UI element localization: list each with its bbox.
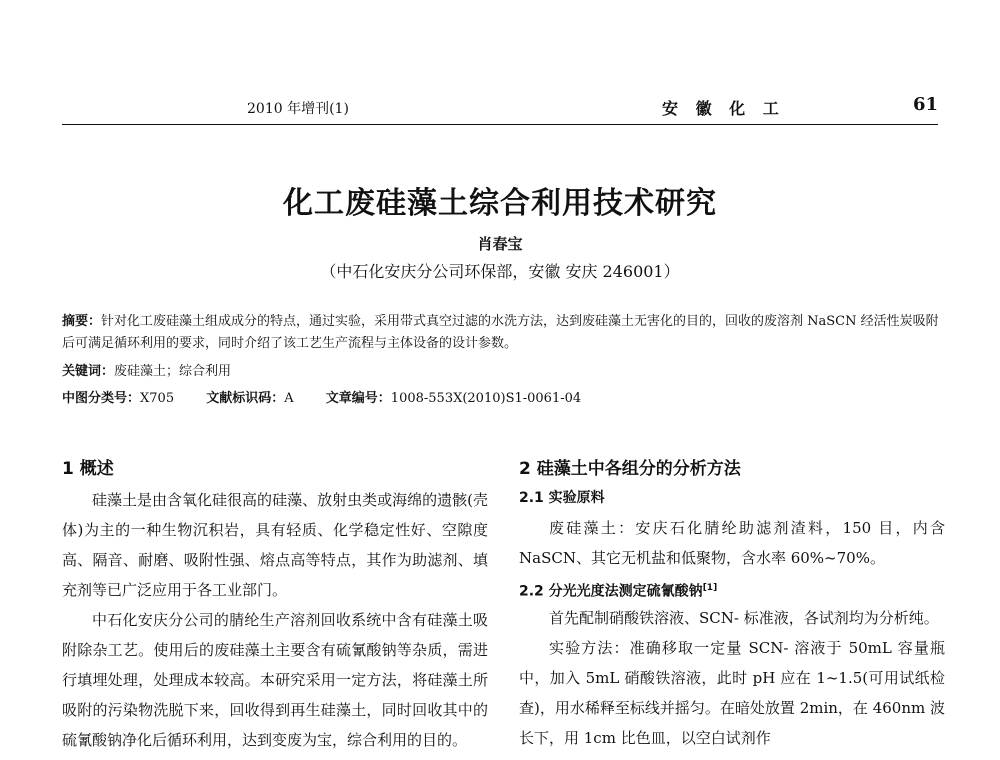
subsection-title: 2.2 分光光度法测定硫氰酸钠 — [519, 583, 703, 600]
doc-code-value: A — [284, 391, 294, 406]
keywords — [62, 361, 942, 383]
clc-label: 中图分类号： — [62, 391, 141, 406]
paragraph: 首先配制硝酸铁溶液、SCN- 标准液，各试剂均为分析纯。 — [549, 609, 939, 627]
page-number: 61 — [912, 94, 938, 115]
journal-name: 安 徽 化 工 — [662, 99, 785, 118]
subsection-heading — [519, 573, 945, 603]
classification-line — [62, 388, 942, 410]
abstract-label: 摘要： — [62, 314, 102, 329]
article-title: 化工废硅藻土综合利用技术研究 — [283, 186, 717, 221]
paragraph: 废硅藻土：安庆石化腈纶助滤剂渣料，150 目，内含 NaSCN、其它无机盐和低聚物，含水率 60%~70%。 — [519, 519, 945, 567]
paragraph: 实验方法：准确移取一定量 SCN- 溶液于 50mL 容量瓶中，加入 5mL 硝酸铁溶液，此时 pH 应在 1~1.5(可用试纸检查)，用水稀释至标线并摇匀。在暗处放置 2min，在 460nm 波长下，用 1cm 比色皿，以空白试剂作 — [519, 639, 945, 747]
article-no-label: 文章编号： — [325, 391, 391, 406]
clc-value: X705 — [140, 391, 175, 406]
author-affiliation: （中石化安庆分公司环保部，安徽 安庆 246001） — [320, 262, 680, 281]
section-heading-overview: 1 概述 — [62, 459, 114, 479]
abstract — [62, 311, 942, 355]
paragraph: 硅藻土是由含氧化硅很高的硅藻、放射虫类或海绵的遗骸(壳体)为主的一种生物沉积岩，具有轻质、化学稳定性好、空隙度高、隔音、耐磨、吸附性强、熔点高等特点，其作为助滤剂、填充剂等已广泛应用于各工业部门。 — [62, 491, 488, 599]
keywords-text: 废硅藻土；综合利用 — [114, 364, 232, 379]
article-no-value: 1008-553X(2010)S1-0061-04 — [390, 391, 582, 406]
paragraph: 中石化安庆分公司的腈纶生产溶剂回收系统中含有硅藻土吸附除杂工艺。使用后的废硅藻土主要含有硫氰酸钠等杂质，需进行填埋处理，处理成本较高。本研究采用一定方法，将硅藻土所吸附的污染物洗脱下来，回收得到再生硅藻土，同时回收其中的硫氰酸钠净化后循环利用，达到变废为宝，综合利用的目的。 — [62, 611, 488, 749]
section-heading-analysis: 2 硅藻土中各组分的分析方法 — [519, 459, 741, 479]
doc-code-label: 文献标识码： — [206, 391, 285, 406]
keywords-label: 关键词： — [62, 364, 115, 379]
author-name: 肖春宝 — [477, 235, 523, 253]
issue-label: 2010 年增刊(1) — [247, 101, 349, 117]
abstract-text: 针对化工废硅藻土组成成分的特点，通过实验，采用带式真空过滤的水洗方法，达到废硅藻土无害化的目的，回收的废溶剂 NaSCN 经活性炭吸附后可满足循环利用的要求，同时介绍了该工艺生产流程与主体设备的设计参数。 — [62, 314, 939, 351]
left-column — [62, 455, 488, 755]
right-column — [519, 455, 945, 753]
running-header — [62, 94, 938, 125]
subsection-heading: 2.1 实验原料 — [519, 490, 605, 506]
reference-marker: [1] — [702, 583, 718, 593]
